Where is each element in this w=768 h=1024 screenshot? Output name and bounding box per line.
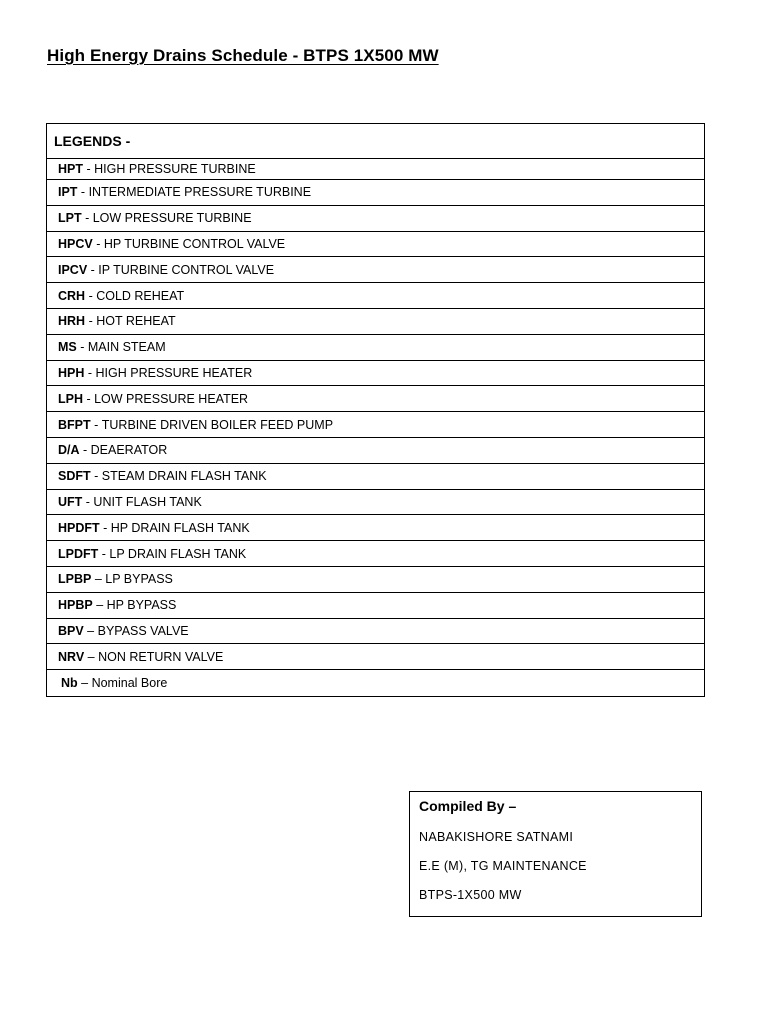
legend-abbreviation: MS [58, 340, 77, 355]
legend-item [47, 515, 704, 541]
legend-item [47, 159, 704, 180]
legend-description: BYPASS VALVE [97, 623, 189, 638]
legend-description: HP BYPASS [106, 598, 177, 613]
legend-description: HP DRAIN FLASH TANK [110, 520, 250, 535]
legend-abbreviation: BFPT [58, 417, 91, 432]
legend-item [47, 335, 704, 361]
legend-separator: - [85, 288, 97, 303]
legends-table [46, 123, 705, 697]
legend-item [47, 412, 704, 438]
legend-description: HIGH PRESSURE HEATER [95, 365, 253, 380]
legend-description: NON RETURN VALVE [98, 649, 224, 664]
compiler-designation: E.E (M), TG MAINTENANCE [419, 859, 587, 873]
legend-abbreviation: LPH [58, 391, 83, 406]
legend-item [47, 593, 704, 619]
legend-abbreviation: IPCV [58, 262, 88, 277]
compiled-by-title: Compiled By – [419, 798, 517, 814]
legend-abbreviation: LPDFT [58, 546, 99, 561]
legend-item [47, 283, 704, 309]
legend-abbreviation: CRH [58, 288, 86, 303]
legend-separator: - [77, 185, 89, 200]
legend-item [47, 644, 704, 670]
legend-description: TURBINE DRIVEN BOILER FEED PUMP [101, 417, 334, 432]
legend-description: HP TURBINE CONTROL VALVE [103, 236, 286, 251]
legend-abbreviation: Nb [61, 676, 78, 691]
legend-item [47, 232, 704, 258]
legends-heading: LEGENDS - [47, 124, 704, 159]
legend-abbreviation: SDFT [58, 469, 91, 484]
legend-separator: - [85, 314, 97, 329]
legend-separator: - [99, 520, 111, 535]
legend-separator: - [81, 211, 93, 226]
legend-item [47, 567, 704, 593]
legend-item [47, 386, 704, 412]
legend-separator: – [91, 572, 106, 587]
legend-item [47, 361, 704, 387]
legend-description: DEAERATOR [90, 443, 168, 458]
legend-abbreviation: HPH [58, 365, 85, 380]
compiler-name: NABAKISHORE SATNAMI [419, 830, 574, 844]
legend-description: STEAM DRAIN FLASH TANK [101, 469, 267, 484]
legend-separator: - [76, 340, 88, 355]
legend-separator: - [79, 443, 91, 458]
legend-item [47, 490, 704, 516]
legend-item [47, 180, 704, 206]
legend-description: INTERMEDIATE PRESSURE TURBINE [88, 185, 312, 200]
document-title: High Energy Drains Schedule - BTPS 1X500 MW [47, 46, 439, 65]
legend-description: LP BYPASS [105, 572, 173, 587]
compiled-by-box [409, 791, 702, 917]
legend-item [47, 309, 704, 335]
legend-abbreviation: HPCV [58, 236, 93, 251]
legend-abbreviation: D/A [58, 443, 80, 458]
legend-description: LP DRAIN FLASH TANK [109, 546, 247, 561]
legend-description: COLD REHEAT [96, 288, 185, 303]
legend-description: LOW PRESSURE TURBINE [92, 211, 252, 226]
legend-separator: - [92, 236, 104, 251]
legend-separator: - [98, 546, 110, 561]
legend-separator: - [83, 162, 95, 176]
legend-description: UNIT FLASH TANK [93, 494, 202, 509]
legend-item [47, 464, 704, 490]
legend-abbreviation: LPBP [58, 572, 92, 587]
legend-abbreviation: HPBP [58, 598, 93, 613]
legend-abbreviation: BPV [58, 623, 84, 638]
legend-item [47, 541, 704, 567]
legend-description: IP TURBINE CONTROL VALVE [98, 262, 275, 277]
legend-item [47, 670, 704, 696]
legend-abbreviation: IPT [58, 185, 78, 200]
legend-separator: - [84, 365, 96, 380]
legend-description: HIGH PRESSURE TURBINE [94, 162, 256, 176]
legend-separator: – [83, 623, 98, 638]
legend-separator: – [84, 649, 99, 664]
legend-separator: - [83, 391, 95, 406]
legend-separator: – [92, 598, 107, 613]
legend-description: Nominal Bore [91, 676, 168, 691]
legend-description: LOW PRESSURE HEATER [94, 391, 249, 406]
legend-abbreviation: NRV [58, 649, 85, 664]
legend-abbreviation: HPDFT [58, 520, 100, 535]
legend-separator: - [90, 469, 102, 484]
legend-abbreviation: HRH [58, 314, 86, 329]
compiler-station: BTPS-1X500 MW [419, 888, 522, 902]
legend-description: HOT REHEAT [96, 314, 176, 329]
legend-abbreviation: HPT [58, 162, 83, 176]
legend-separator: - [82, 494, 94, 509]
legend-separator: – [77, 676, 92, 691]
legend-description: MAIN STEAM [87, 340, 166, 355]
legend-separator: - [87, 262, 99, 277]
legend-separator: - [90, 417, 102, 432]
legend-item [47, 257, 704, 283]
legend-item [47, 619, 704, 645]
legend-item [47, 206, 704, 232]
legend-abbreviation: LPT [58, 211, 82, 226]
legend-abbreviation: UFT [58, 494, 83, 509]
legends-rows [47, 159, 704, 696]
legend-item [47, 438, 704, 464]
